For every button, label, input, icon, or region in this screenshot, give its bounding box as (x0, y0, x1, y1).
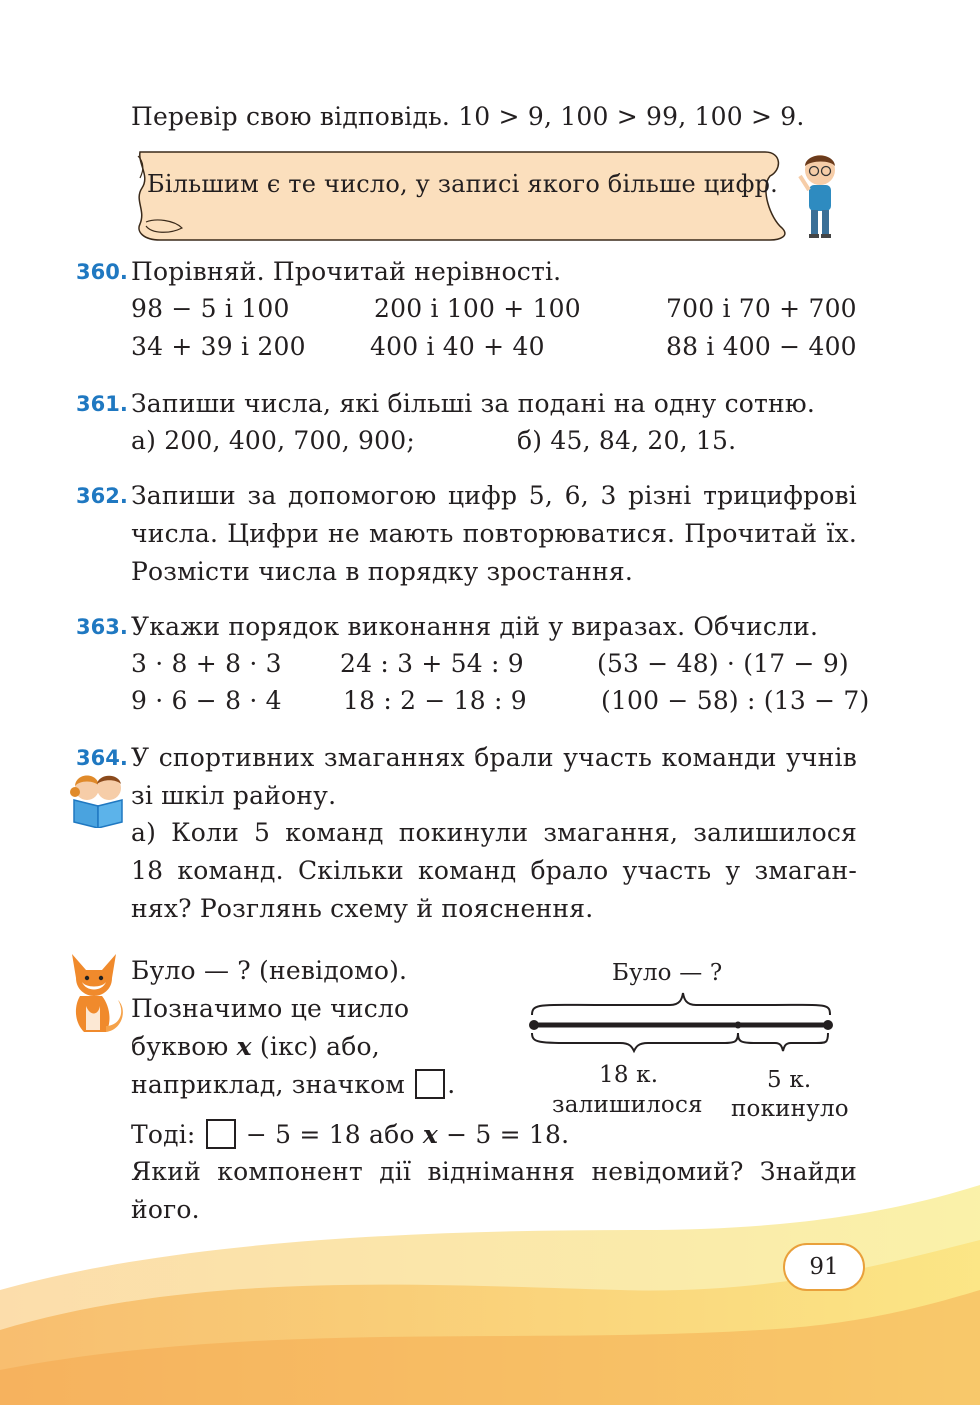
top-brace (532, 993, 830, 1015)
exercise-364-line: У спортивних змаганнях брали участь команди учнів (131, 743, 857, 772)
inequality: 400 і 40 + 40 (370, 332, 545, 361)
explain-text: (ікс) або, (251, 1032, 380, 1061)
exercise-361-part-a: а) 200, 400, 700, 900; (131, 426, 415, 455)
left-bottom-brace (532, 1033, 738, 1051)
scheme-top-label: Було — ? (612, 960, 723, 986)
exercise-number-360: 360. (76, 260, 128, 284)
scheme-right-label-1: 5 к. (767, 1067, 812, 1093)
expression: (53 − 48) · (17 − 9) (597, 649, 849, 678)
equation-line (131, 1116, 569, 1154)
equation-text: − 5 = 18 або (237, 1120, 423, 1149)
inequality: 200 і 100 + 100 (374, 294, 581, 323)
inequality: 34 + 39 і 200 (131, 332, 306, 361)
scheme-left-label-2: залишилося (552, 1092, 703, 1118)
expression: 3 · 8 + 8 · 3 (131, 649, 282, 678)
explain-line-3 (131, 1028, 380, 1066)
segment-start-point (529, 1020, 539, 1030)
exercise-364-line: 18 команд. Скільки команд брало участь у змаган- (131, 856, 857, 885)
blank-square-icon (206, 1119, 236, 1149)
fox-icon (66, 950, 128, 1042)
equation-text: − 5 = 18. (437, 1120, 570, 1149)
scheme-right-label-2: покинуло (731, 1096, 849, 1122)
exercise-362-line: Запиши за допомогою цифр 5, 6, 3 різні трицифрові (131, 481, 857, 510)
scheme-left-label-1: 18 к. (599, 1062, 659, 1088)
exercise-361-part-b: б) 45, 84, 20, 15. (517, 426, 737, 455)
inequality: 88 і 400 − 400 (666, 332, 857, 361)
explain-line-2: Позначимо це число (131, 994, 410, 1023)
blank-square-icon (415, 1069, 445, 1099)
boy-with-glasses-icon (796, 150, 844, 240)
exercise-363-task: Укажи порядок виконання дій у виразах. Обчисли. (131, 612, 819, 641)
variable-x: x (236, 1032, 252, 1061)
explain-text: . (447, 1070, 456, 1099)
exercise-362-line: числа. Цифри не мають повторюватися. Прочитай їх. (131, 519, 857, 548)
exercise-364-line: зі шкіл району. (131, 781, 337, 810)
exercise-364-line: а) Коли 5 команд покинули змагання, залишилося (131, 818, 857, 847)
exercise-364-line: нях? Розглянь схему й пояснення. (131, 894, 594, 923)
segment-mid-point (735, 1022, 742, 1029)
exercise-number-361: 361. (76, 392, 128, 416)
question-line: Який компонент дії віднімання невідомий? Знайди (131, 1157, 857, 1186)
right-bottom-brace (738, 1033, 828, 1051)
exercise-361-task: Запиши числа, які більші за подані на одну сотню. (131, 389, 816, 418)
exercise-number-362: 362. (76, 484, 128, 508)
check-answer-line: Перевір свою відповідь. 10 > 9, 100 > 99, 100 > 9. (131, 102, 805, 131)
children-reading-icon (70, 770, 126, 828)
inequality: 98 − 5 і 100 (131, 294, 290, 323)
explain-text: наприклад, значком (131, 1070, 406, 1099)
then-label: Тоді: (131, 1120, 196, 1149)
explain-line-1: Було — ? (невідомо). (131, 956, 408, 985)
exercise-number-364: 364. (76, 746, 128, 770)
exercise-362-line: Розмісти числа в порядку зростання. (131, 557, 633, 586)
exercise-360-task: Порівняй. Прочитай нерівності. (131, 257, 562, 286)
segment-scheme (520, 985, 840, 1055)
inequality: 700 і 70 + 700 (666, 294, 857, 323)
rule-text: Більшим є те число, у записі якого більше цифр. (147, 170, 778, 198)
expression: (100 − 58) : (13 − 7) (601, 686, 870, 715)
exercise-number-363: 363. (76, 615, 128, 639)
expression: 9 · 6 − 8 · 4 (131, 686, 282, 715)
variable-x: x (422, 1120, 438, 1149)
explain-text: буквою (131, 1032, 237, 1061)
explain-line-4 (131, 1066, 455, 1104)
expression: 24 : 3 + 54 : 9 (340, 649, 524, 678)
segment-end-point (823, 1020, 833, 1030)
page-number: 91 (783, 1243, 865, 1291)
expression: 18 : 2 − 18 : 9 (343, 686, 527, 715)
question-line: його. (131, 1195, 200, 1224)
